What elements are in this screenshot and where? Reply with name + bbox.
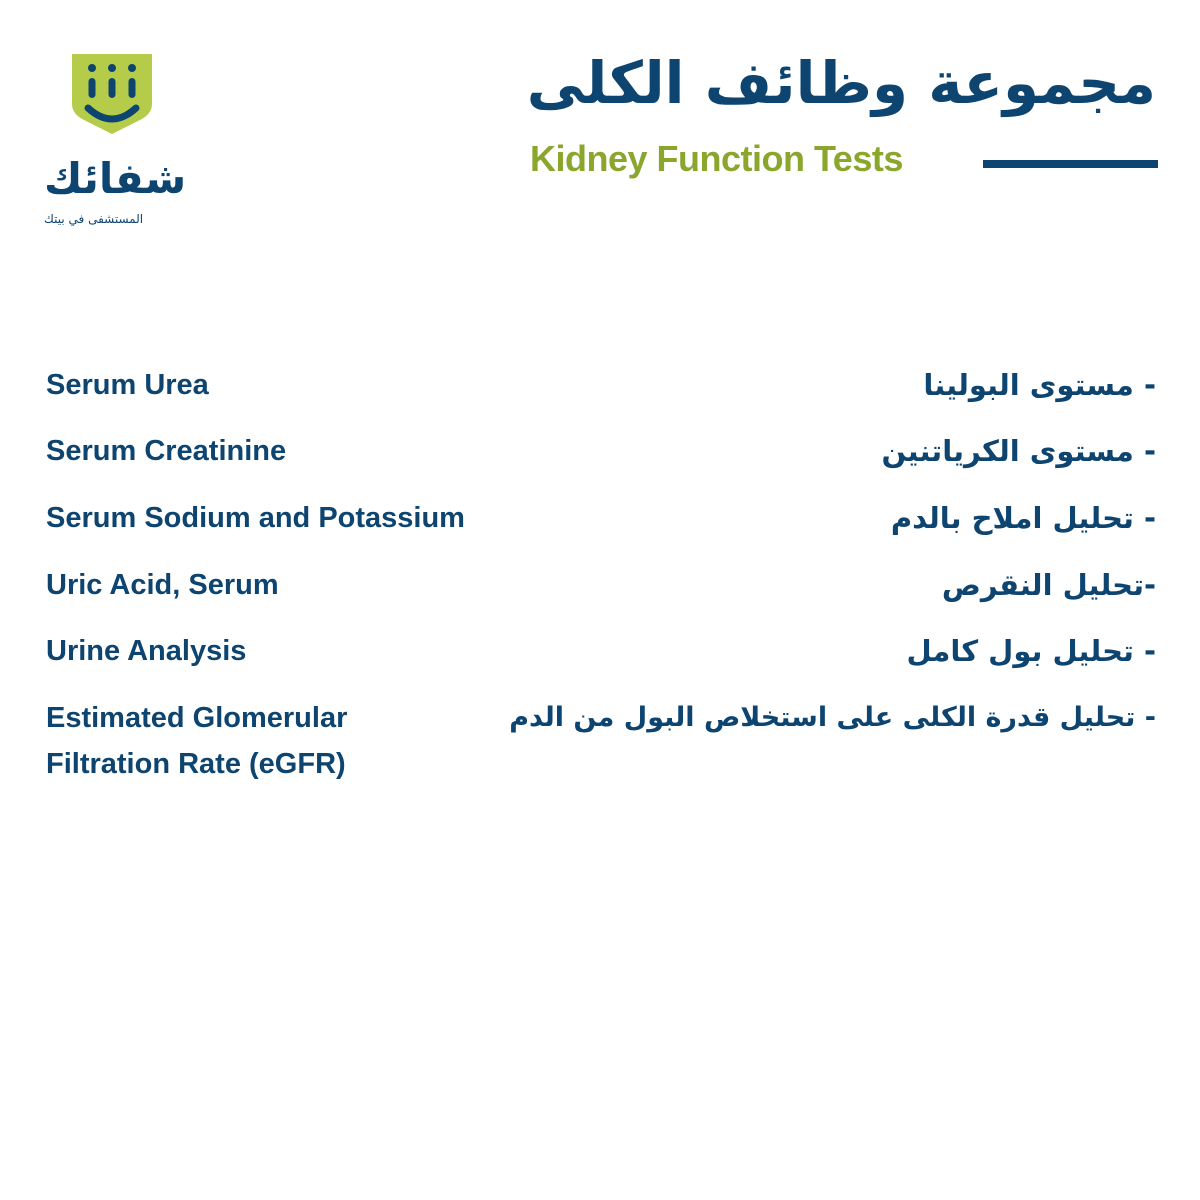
page-title-arabic: مجموعة وظائف الكلى [526,49,1156,117]
test-name-ar: - تحليل املاح بالدم [890,501,1156,535]
test-name-en: Urine Analysis [46,635,247,667]
shield-smile-icon [70,52,154,136]
test-name-ar: - مستوى البولينا [923,368,1156,402]
logo [40,52,190,136]
brand-tagline: المستشفى في بيتك [44,212,144,226]
page-title-english: Kidney Function Tests [530,138,903,179]
brand-name: شفائك [44,154,187,203]
test-name-ar: - مستوى الكرياتنين [881,434,1156,468]
test-name-en: Serum Creatinine [46,435,287,467]
test-name-en: Serum Sodium and Potassium [46,502,465,534]
test-name-en: Estimated Glomerular Filtration Rate (eGFR) [46,702,348,780]
test-name-en: Serum Urea [46,369,209,401]
test-name-ar: - تحليل بول كامل [906,634,1156,668]
test-name-en: Uric Acid, Serum [46,569,279,601]
test-name-ar: - تحليل قدرة الكلى على استخلاص البول من الدم [509,702,1156,733]
test-name-ar: -تحليل النقرص [941,568,1156,602]
title-divider [983,160,1158,168]
